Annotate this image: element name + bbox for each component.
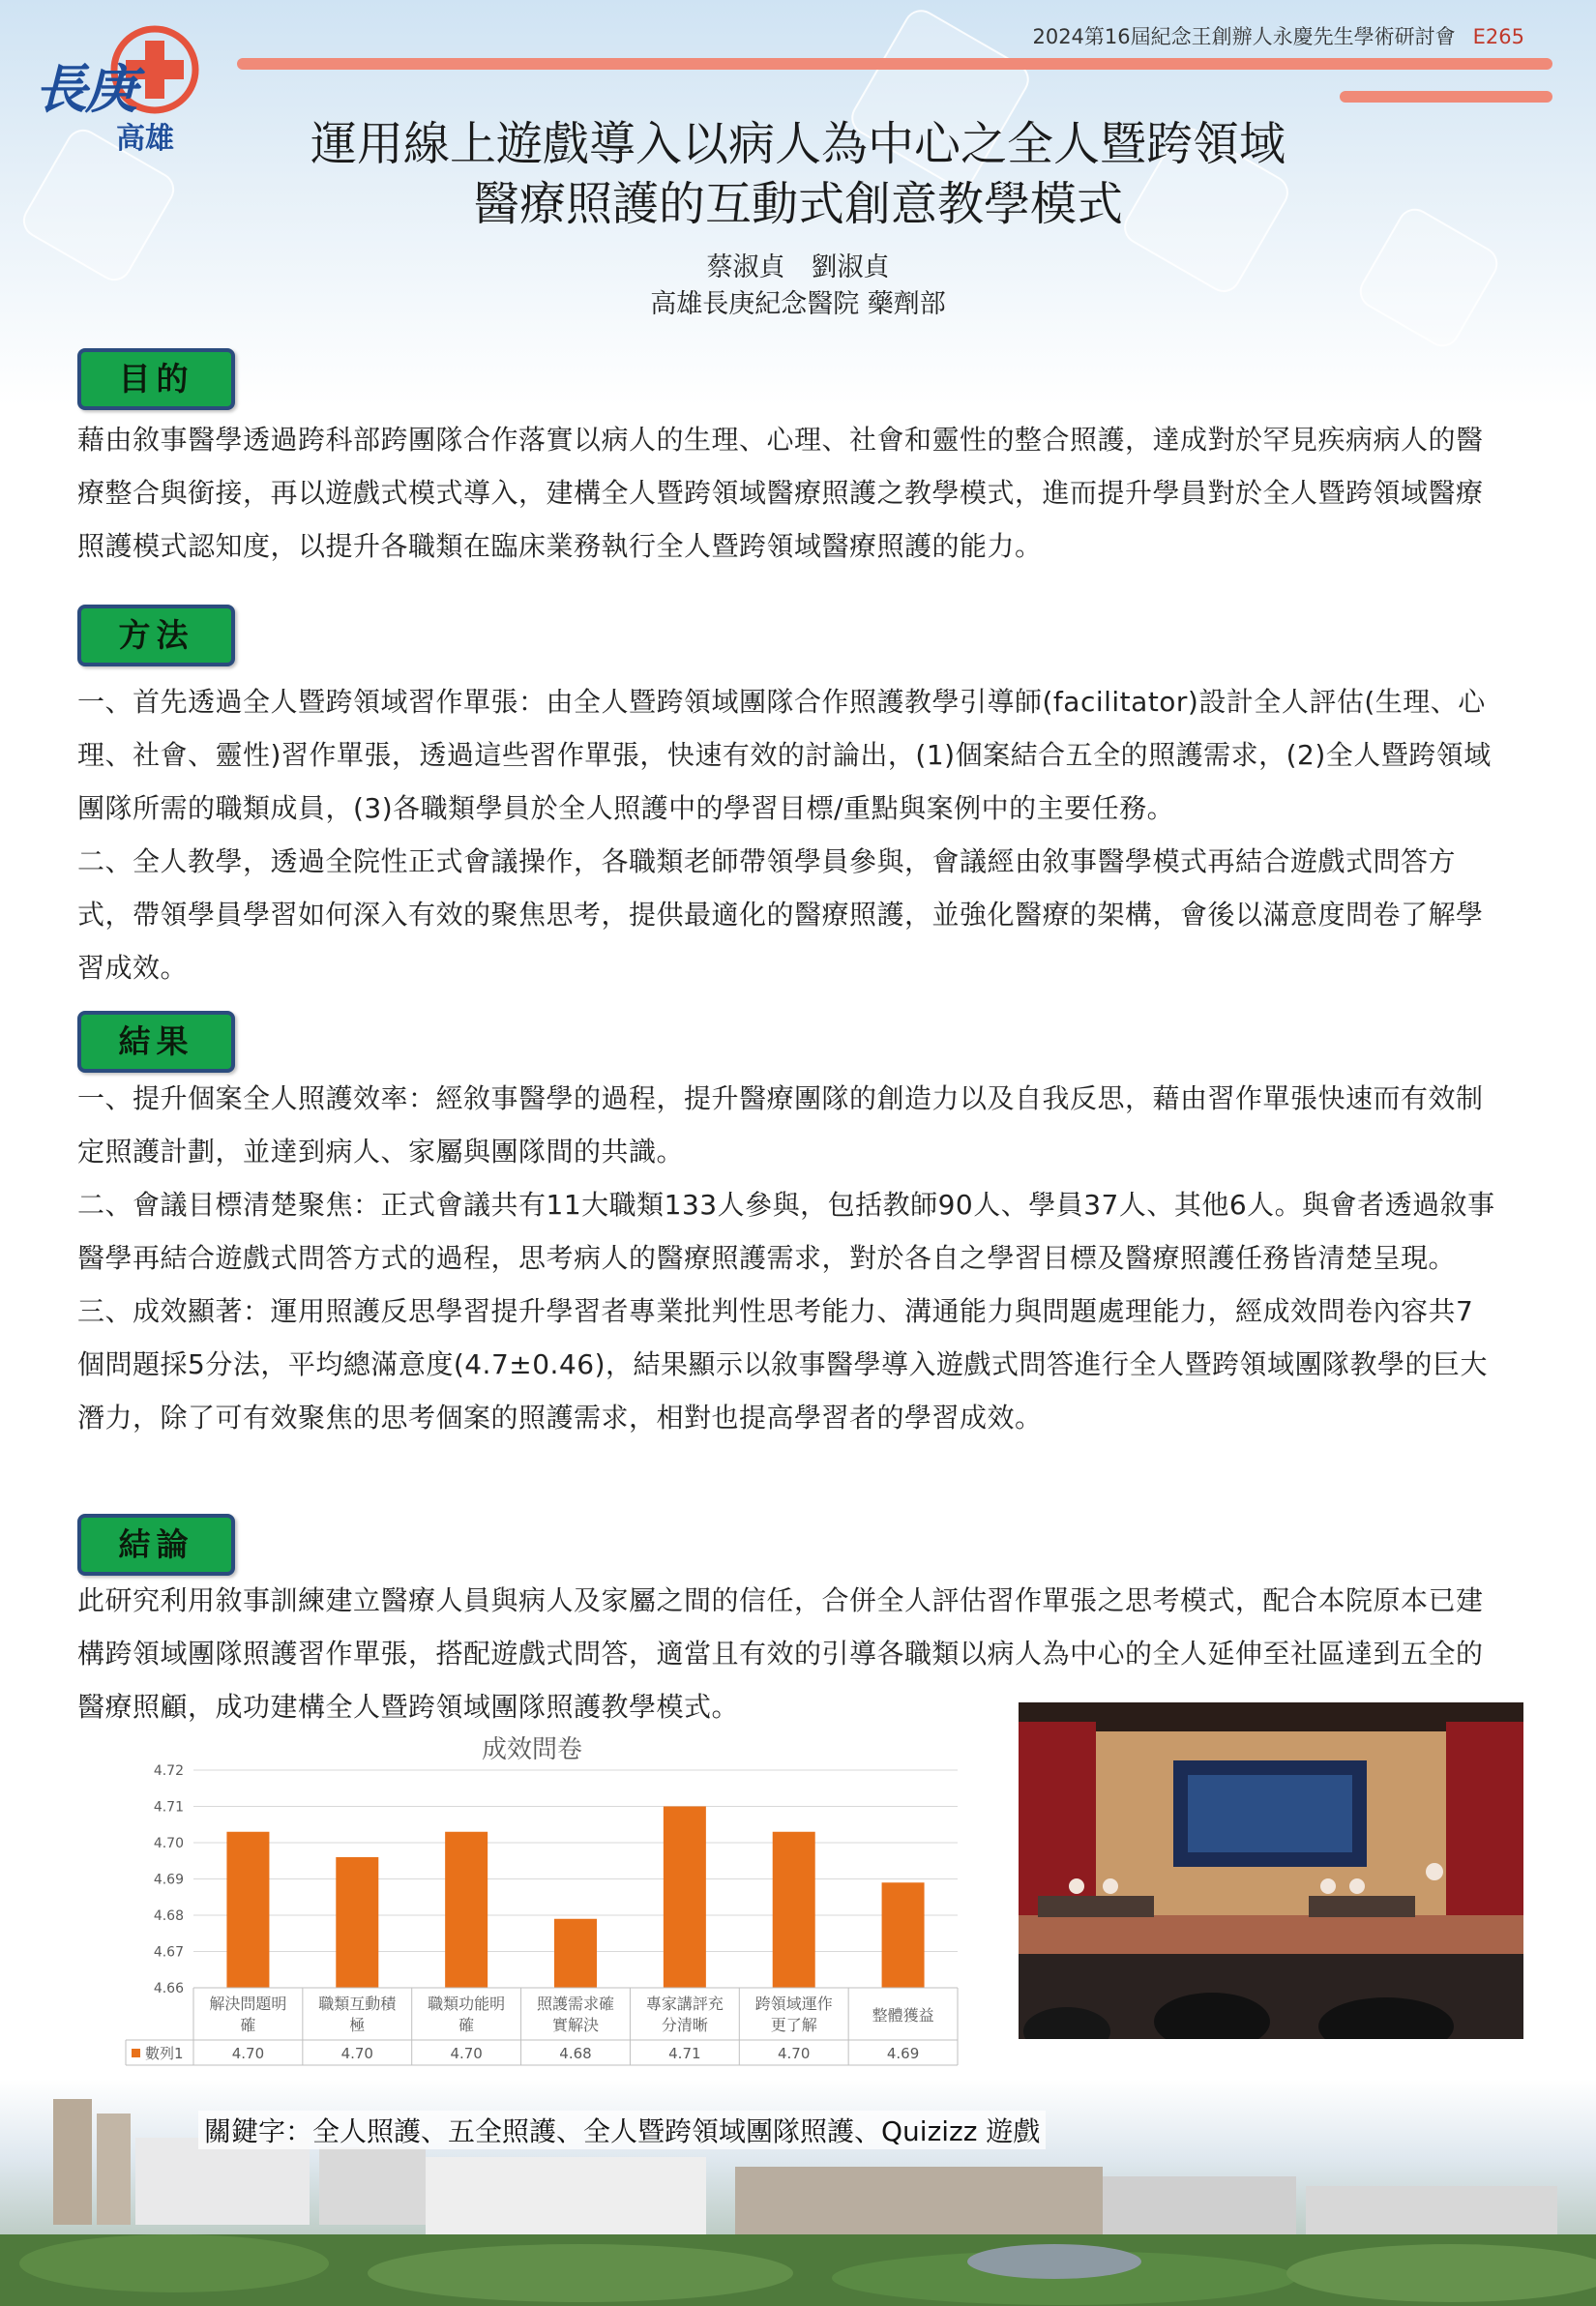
- x-category-label: 分清晰: [661, 2016, 708, 2034]
- chart-bar: [445, 1832, 488, 1988]
- conference-header: [1032, 21, 1524, 50]
- x-category-label: 確: [240, 2016, 256, 2034]
- y-tick-label: 4.71: [153, 1799, 184, 1816]
- x-category-label: 專家講評充: [645, 1995, 724, 2013]
- logo-sub-text: 高雄: [116, 122, 174, 156]
- auditorium-photo-icon: [1019, 1702, 1523, 2039]
- legend-label: 數列1: [145, 2045, 184, 2062]
- y-tick-label: 4.68: [153, 1908, 184, 1924]
- data-table-value: 4.70: [450, 2045, 483, 2062]
- purpose-paragraph: 藉由敘事醫學透過跨科部跨團隊合作落實以病人的生理、心理、社會和靈性的整合照護，達成對於罕見疾病病人的醫療整合與銜接，再以遊戲式模式導入，建構全人暨跨領域醫療照護之教學模式，進而提升學員對於全人暨跨領域醫療照護模式認知度，以提升各職類在臨床業務執行全人暨跨領域醫療照護的能力。: [77, 424, 1484, 562]
- y-tick-label: 4.66: [153, 1981, 184, 1996]
- data-table-value: 4.70: [231, 2045, 265, 2062]
- header-stripe: [237, 58, 1552, 70]
- x-category-label: 照護需求確: [536, 1995, 615, 2013]
- authors: 蔡淑貞 劉淑貞: [706, 252, 890, 282]
- y-tick-label: 4.70: [153, 1836, 184, 1851]
- conclusion-paragraph: 此研究利用敘事訓練建立醫療人員與病人及家屬之間的信任，合併全人評估習作單張之思考模式，配合本院原本已建構跨領域團隊照護習作單張，搭配遊戲式問答，適當且有效的引導各職類以病人為中心的全人延伸至社區達到五全的醫療照顧，成功建構全人暨跨領域團隊照護教學模式。: [77, 1584, 1484, 1723]
- section-label-results: 結果: [77, 1011, 235, 1073]
- keywords: 關鍵字：全人照護、五全照護、全人暨跨領域團隊照護、Quizizz 遊戲: [198, 2111, 1046, 2149]
- logo-main-text: 長庚: [35, 58, 135, 120]
- data-table-value: 4.70: [340, 2045, 373, 2062]
- chart-title: 成效問卷: [481, 1736, 583, 1764]
- data-table-value: 4.68: [559, 2045, 592, 2062]
- header-stripe-short: [1340, 91, 1552, 103]
- purpose-text: [77, 413, 1499, 573]
- x-category-label: 極: [349, 2016, 366, 2034]
- poster-code: E265: [1472, 25, 1524, 48]
- results-paragraph-3: 三、成效顯著：運用照護反思學習提升學習者專業批判性思考能力、溝通能力與問題處理能力，經成效問卷內容共7個問題採5分法，平均總滿意度(4.7±0.46)，結果顯示以敘事醫學導入遊戲式問答進行全人暨跨領域團隊教學的巨大潛力，除了可有效聚焦的思考個案的照護需求，相對也提高學習者的學習成效。: [77, 1295, 1489, 1434]
- x-category-label: 整體獲益: [872, 2006, 934, 2025]
- x-category-label: 職類互動積: [318, 1995, 397, 2013]
- legend-swatch: [132, 2049, 140, 2057]
- chart-bar: [226, 1832, 269, 1988]
- x-category-label: 更了解: [770, 2016, 817, 2034]
- title-line-1: 運用線上遊戲導入以病人為中心之全人暨跨領域: [310, 117, 1286, 171]
- y-tick-label: 4.69: [153, 1872, 184, 1888]
- data-table-value: 4.71: [668, 2045, 701, 2062]
- title-line-2: 醫療照護的互動式創意教學模式: [472, 177, 1123, 231]
- chart-bar: [664, 1807, 706, 1989]
- method-paragraph-2: 二、全人教學，透過全院性正式會議操作，各職類老師帶領學員參與，會議經由敘事醫學模式再結合遊戲式問答方式，帶領學員學習如何深入有效的聚焦思考，提供最適化的醫療照護，並強化醫療的架構，會後以滿意度問卷了解學習成效。: [77, 845, 1484, 984]
- conference-name: 2024第16屆紀念王創辦人永慶先生學術研討會: [1032, 25, 1456, 48]
- method-text: [77, 675, 1499, 994]
- x-category-label: 職類功能明: [428, 1995, 506, 2013]
- chart-canvas: [116, 1736, 967, 2084]
- x-category-label: 解決問題明: [209, 1995, 287, 2013]
- y-tick-label: 4.72: [153, 1763, 184, 1779]
- chart-bar: [882, 1882, 925, 1988]
- chart-bar: [336, 1857, 378, 1988]
- x-category-label: 實解決: [551, 2016, 600, 2034]
- survey-chart: [116, 1736, 967, 2084]
- results-paragraph-1: 一、提升個案全人照護效率：經敘事醫學的過程，提升醫療團隊的創造力以及自我反思，藉由習作單張快速而有效制定照護計劃，並達到病人、家屬與團隊間的共識。: [77, 1082, 1484, 1168]
- y-tick-label: 4.67: [153, 1944, 184, 1961]
- affiliation: 高雄長庚紀念醫院 藥劑部: [650, 289, 946, 319]
- x-category-label: 確: [458, 2016, 475, 2034]
- event-photo: [1019, 1702, 1523, 2039]
- section-label-method: 方法: [77, 605, 235, 666]
- chart-bar: [554, 1919, 597, 1988]
- author-block: [0, 250, 1596, 323]
- data-table-value: 4.70: [778, 2045, 811, 2062]
- x-category-label: 跨領域運作: [754, 1995, 833, 2013]
- method-paragraph-1: 一、首先透過全人暨跨領域習作單張：由全人暨跨領域團隊合作照護教學引導師(facilitator)設計全人評估(生理、心理、社會、靈性)習作單張，透過這些習作單張，快速有效的討論出，(1)個案結合五全的照護需求，(2)全人暨跨領域團隊所需的職類成員，(3)各職類學員於全人照護中的學習目標/重點與案例中的主要任務。: [77, 686, 1492, 824]
- results-text: [77, 1072, 1499, 1444]
- section-label-conclusion: 結論: [77, 1514, 235, 1576]
- results-paragraph-2: 二、會議目標清楚聚焦：正式會議共有11大職類133人參與，包括教師90人、學員37人、其他6人。與會者透過敘事醫學再結合遊戲式問答方式的過程，思考病人的醫療照護需求，對於各自之學習目標及醫療照護任務皆清楚呈現。: [77, 1189, 1495, 1274]
- section-label-purpose: 目的: [77, 348, 235, 410]
- poster-title: [0, 114, 1596, 234]
- chart-bar: [773, 1832, 815, 1988]
- data-table-value: 4.69: [886, 2045, 920, 2062]
